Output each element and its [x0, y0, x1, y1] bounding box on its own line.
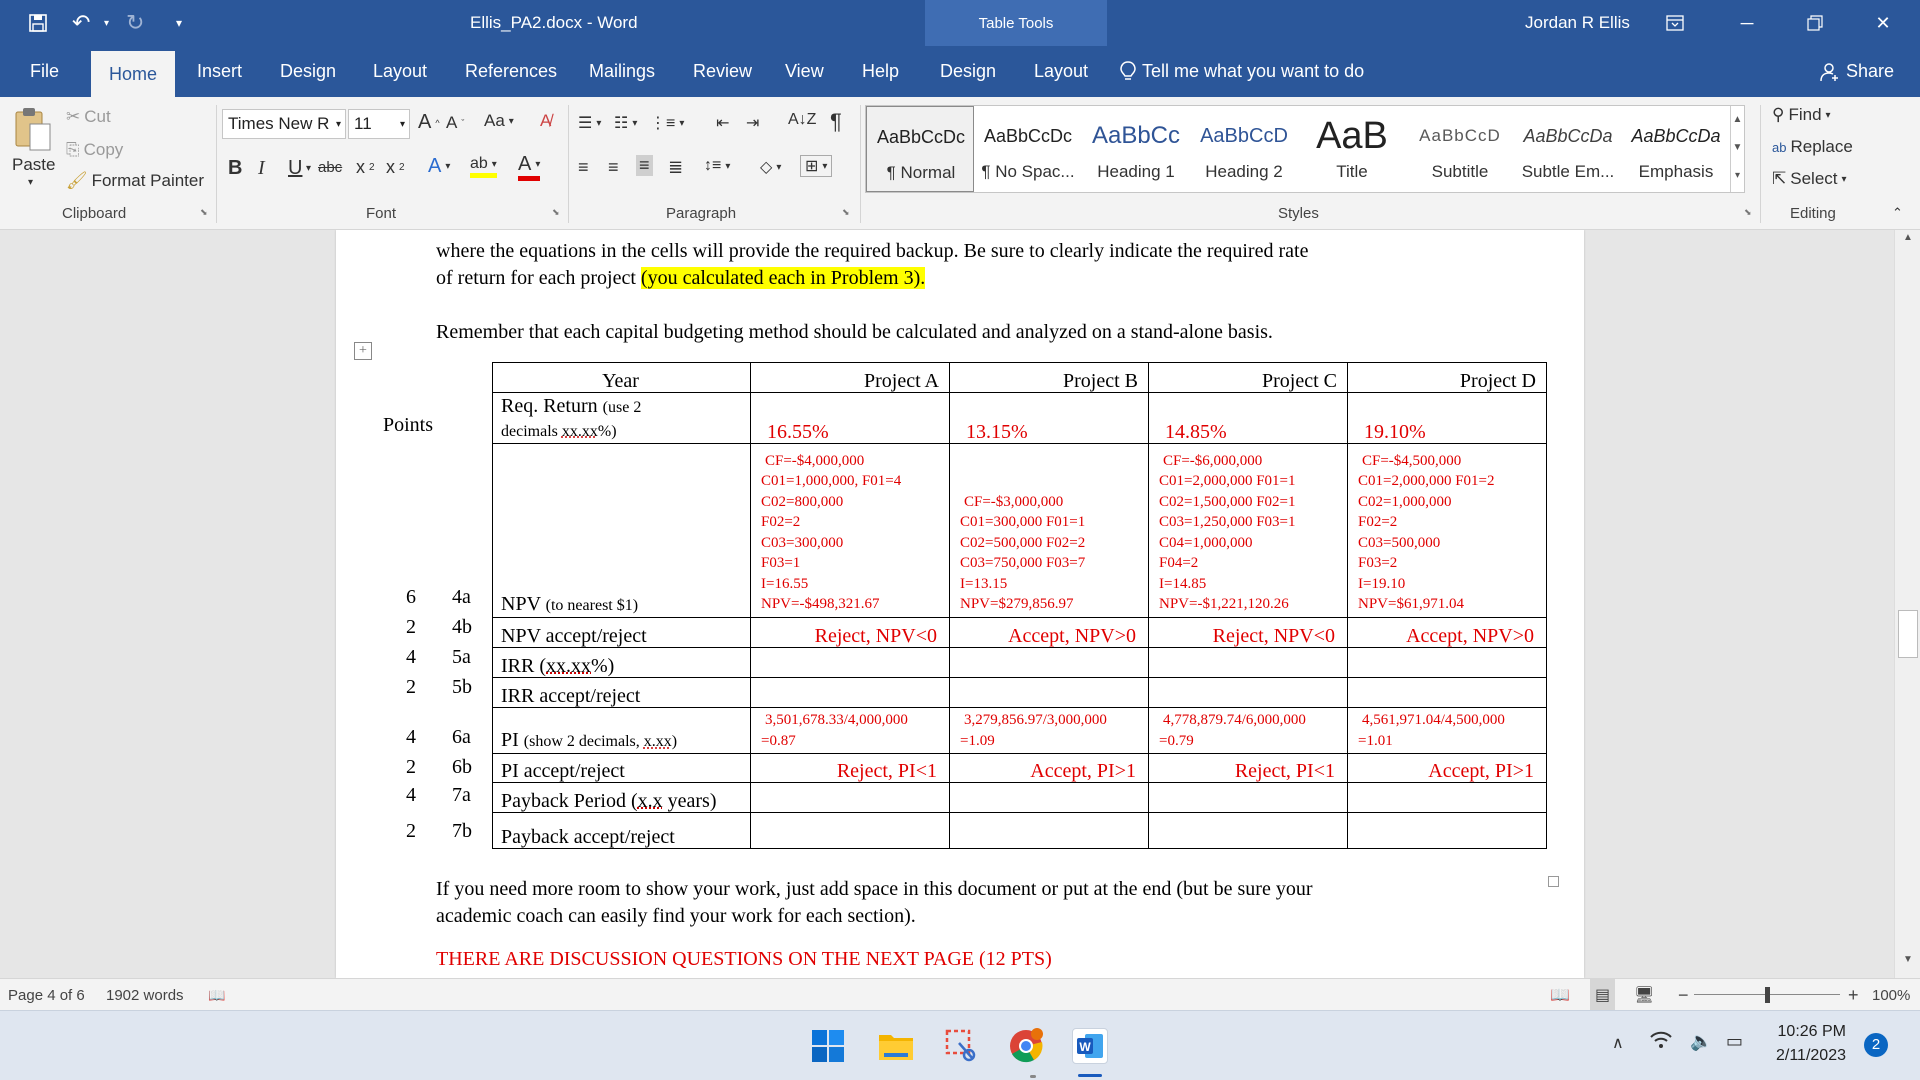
font-size-combo[interactable]: 11 ▾: [348, 109, 410, 139]
separator: [860, 105, 861, 223]
req-return-cell[interactable]: 13.15%: [950, 393, 1149, 444]
table-move-handle-icon[interactable]: +: [354, 342, 372, 360]
multilevel-list-icon[interactable]: ⋮≡ ▾: [650, 115, 685, 132]
windows-start-icon[interactable]: [810, 1028, 846, 1064]
cut-button: ✂ Cut: [66, 107, 111, 126]
row-code: 6a: [452, 726, 471, 748]
decision-cell[interactable]: Reject, PI<1: [1149, 754, 1348, 782]
align-left-icon[interactable]: ≡: [578, 157, 589, 177]
tab-file[interactable]: File: [30, 61, 60, 81]
minimize-icon[interactable]: ─: [1740, 12, 1754, 33]
npv-work-cell[interactable]: CF=-$3,000,000 C01=300,000 F01=1 C02=500,000 F02=2 C03=750,000 F03=7 I=13.15 NPV=$279,856.97: [950, 444, 1149, 617]
collapse-ribbon-icon[interactable]: ⌃: [1892, 205, 1903, 220]
table-row: [493, 444, 1547, 617]
style-sample: AaB: [1316, 120, 1388, 152]
file-explorer-icon[interactable]: [878, 1028, 914, 1064]
tell-me-text: Tell me what you want to do: [1142, 61, 1365, 81]
tab-table-layout[interactable]: Layout: [1034, 61, 1089, 81]
req-return-cell[interactable]: 14.85%: [1149, 393, 1348, 444]
sort-icon[interactable]: A↓Z: [788, 111, 817, 128]
points-header: Points: [383, 414, 434, 436]
style-title[interactable]: [1298, 106, 1406, 192]
req-return-cell[interactable]: 19.10%: [1348, 393, 1547, 444]
empty-cell[interactable]: [751, 647, 950, 677]
empty-cell[interactable]: [1149, 647, 1348, 677]
highlight-color-icon[interactable]: ab ▾: [470, 155, 497, 178]
points-value: 2: [406, 756, 416, 778]
grow-font-icon[interactable]: A ^: [418, 111, 440, 133]
row-code: 4a: [452, 586, 471, 608]
status-bar: [0, 978, 1920, 1010]
font-group-label: Font: [366, 205, 397, 222]
replace-button[interactable]: ab Replace: [1772, 137, 1853, 156]
chevron-down-icon: ▾: [335, 118, 341, 130]
scrollbar-thumb[interactable]: [1898, 610, 1918, 658]
capital-budgeting-table: [492, 362, 1547, 849]
svg-text:W: W: [1079, 1040, 1091, 1054]
share-label: Share: [1846, 61, 1895, 81]
table-row: [493, 708, 1547, 754]
redo-icon: ↻: [126, 10, 145, 35]
undo-icon[interactable]: ↶: [72, 10, 91, 35]
decision-cell[interactable]: Accept, PI>1: [950, 754, 1149, 782]
battery-icon[interactable]: ▭: [1726, 1031, 1744, 1051]
strikethrough-icon[interactable]: abc: [318, 159, 343, 176]
copy-button: ⎘ Copy: [66, 140, 124, 159]
empty-cell[interactable]: [1348, 647, 1547, 677]
empty-cell[interactable]: [950, 812, 1149, 848]
style-name: Heading 2: [1205, 162, 1283, 181]
clipboard-group-label: Clipboard: [62, 205, 127, 222]
table-row: [493, 617, 1547, 647]
scroll-down-icon[interactable]: ▼: [1903, 954, 1913, 965]
ribbon-home: [0, 97, 1920, 230]
title-bar: [0, 0, 1920, 46]
row-label-npv-accept[interactable]: NPV accept/reject: [493, 617, 751, 647]
document-area: [0, 230, 1920, 978]
empty-cell[interactable]: [950, 647, 1149, 677]
style-name: Heading 1: [1097, 162, 1175, 181]
bold-icon[interactable]: B: [228, 157, 243, 179]
decision-cell[interactable]: Reject, PI<1: [751, 754, 950, 782]
decision-cell[interactable]: Reject, NPV<0: [751, 617, 950, 647]
decision-cell[interactable]: Accept, NPV>0: [950, 617, 1149, 647]
zoom-out-icon[interactable]: −: [1678, 984, 1689, 1005]
paragraph-line: If you need more room to show your work, just add space in this document or put at the end (but be sure your: [436, 878, 1313, 900]
word-count[interactable]: 1902 words: [106, 986, 184, 1004]
empty-cell[interactable]: [1149, 677, 1348, 707]
table-row: [493, 782, 1547, 812]
ribbon-tabs: [0, 46, 1920, 97]
tab-design[interactable]: Design: [280, 61, 337, 81]
share-button[interactable]: [1820, 46, 1894, 97]
tab-home[interactable]: Home: [91, 51, 175, 97]
clear-formatting-icon[interactable]: A̸: [540, 111, 552, 130]
tab-mailings[interactable]: Mailings: [589, 61, 656, 81]
row-code: 5a: [452, 646, 471, 668]
line-spacing-icon[interactable]: ↕≡ ▾: [704, 157, 731, 174]
clock-time[interactable]: 10:26 PM: [1777, 1023, 1846, 1040]
snipping-tool-icon[interactable]: [944, 1028, 980, 1064]
points-value: 2: [406, 616, 416, 638]
style-name: Emphasis: [1638, 162, 1714, 181]
row-code: 4b: [452, 616, 472, 638]
points-value: 4: [406, 646, 416, 668]
style-sample: AaBbCcD: [1419, 126, 1501, 145]
scroll-up-icon[interactable]: ▲: [1903, 232, 1913, 243]
web-layout-icon[interactable]: 🖥: [1634, 987, 1655, 1004]
text-effects-icon[interactable]: A ▾: [428, 155, 451, 177]
editing-group-label: Editing: [1790, 205, 1836, 222]
tab-references[interactable]: References: [465, 61, 558, 81]
points-value: 4: [406, 784, 416, 806]
row-label-pi-accept[interactable]: PI accept/reject: [493, 754, 751, 782]
zoom-slider-thumb[interactable]: [1765, 987, 1770, 1003]
font-color-icon[interactable]: A ▾: [518, 153, 540, 181]
paragraph-line: Remember that each capital budgeting method should be calculated and analyzed on a stand-alone basis.: [436, 321, 1273, 343]
numbering-icon[interactable]: ☷ ▾: [614, 115, 638, 132]
decision-cell[interactable]: Accept, NPV>0: [1348, 617, 1547, 647]
decrease-indent-icon[interactable]: ⇤: [716, 115, 730, 132]
style-normal[interactable]: [866, 106, 974, 192]
req-return-cell[interactable]: 16.55%: [751, 393, 950, 444]
style-sample: AaBbCcDc: [983, 125, 1073, 146]
row-code: 6b: [452, 756, 472, 778]
empty-cell[interactable]: [751, 812, 950, 848]
customize-qat-icon[interactable]: ▾: [176, 16, 183, 30]
style-heading-2[interactable]: [1190, 106, 1298, 192]
header-project-d[interactable]: Project D: [1348, 363, 1547, 393]
zoom-level[interactable]: 100%: [1872, 986, 1911, 1004]
npv-work-cell[interactable]: CF=-$4,000,000 C01=1,000,000, F01=4 C02=800,000 F02=2 C03=300,000 F03=1 I=16.55 NPV=-$498,321.67: [751, 444, 950, 617]
align-right-icon[interactable]: ≡: [636, 155, 653, 176]
header-year[interactable]: Year: [493, 363, 751, 393]
select-button[interactable]: ⇱ Select ▾: [1772, 169, 1847, 188]
table-row: [493, 363, 1547, 393]
empty-cell[interactable]: [751, 677, 950, 707]
close-icon[interactable]: ✕: [1875, 12, 1891, 33]
points-value: 2: [406, 820, 416, 842]
font-name-combo[interactable]: Times New R ▾: [222, 109, 346, 139]
style-sample: AaBbCcDa: [1631, 125, 1721, 146]
clock-date[interactable]: 2/11/2023: [1776, 1047, 1846, 1064]
empty-cell[interactable]: [751, 782, 950, 812]
decision-cell[interactable]: Accept, PI>1: [1348, 754, 1547, 782]
separator: [568, 105, 569, 223]
increase-indent-icon[interactable]: ⇥: [746, 115, 760, 132]
table-tools-label: Table Tools: [978, 14, 1054, 32]
empty-cell[interactable]: [950, 782, 1149, 812]
style-subtle-emphasis[interactable]: [1514, 106, 1622, 192]
row-label-payback-accept[interactable]: Payback accept/reject: [493, 812, 751, 848]
taskbar: [0, 1010, 1920, 1080]
paste-button[interactable]: Paste: [12, 155, 56, 174]
underline-icon[interactable]: U: [288, 157, 303, 179]
style-heading-1[interactable]: [1082, 106, 1190, 192]
style-sample: AaBbCcDa: [1523, 125, 1613, 146]
paragraph-group-label: Paragraph: [666, 205, 737, 222]
tab-view[interactable]: View: [785, 61, 824, 81]
user-name[interactable]: Jordan R Ellis: [1525, 13, 1630, 32]
document-page[interactable]: [336, 230, 1584, 978]
window-title: Ellis_PA2.docx - Word: [470, 13, 638, 32]
show-formatting-marks-icon[interactable]: ¶: [830, 109, 842, 134]
print-layout-icon[interactable]: ▤: [1590, 979, 1615, 1011]
lightbulb-icon: [1120, 61, 1136, 83]
ribbon-display-options-icon[interactable]: [1652, 0, 1698, 46]
styles-launcher-icon[interactable]: ⬊: [1744, 207, 1752, 217]
row-code: 5b: [452, 676, 472, 698]
borders-icon[interactable]: ⊞ ▾: [800, 155, 832, 177]
tab-layout[interactable]: Layout: [373, 61, 428, 81]
table-row: [493, 754, 1547, 782]
points-value: 6: [406, 586, 416, 608]
row-label-payback[interactable]: Payback Period (x.x years): [493, 782, 751, 812]
table-row: [493, 677, 1547, 707]
subscript-icon[interactable]: x 2: [356, 157, 375, 177]
style-no-spacing[interactable]: [974, 106, 1082, 192]
search-icon: ⚲: [1772, 105, 1785, 124]
save-icon[interactable]: [28, 0, 48, 46]
bullets-icon[interactable]: ☰ ▾: [578, 115, 602, 132]
find-button[interactable]: ⚲ Find ▾: [1772, 105, 1831, 124]
points-value: 2: [406, 676, 416, 698]
wifi-icon[interactable]: [1650, 1031, 1672, 1054]
separator: [1760, 105, 1761, 223]
chrome-icon[interactable]: [1008, 1028, 1044, 1064]
paste-icon[interactable]: [12, 105, 56, 153]
style-sample: AaBbCc: [1091, 122, 1181, 149]
paragraph-launcher-icon[interactable]: ⬊: [842, 207, 850, 217]
header-project-c[interactable]: Project C: [1149, 363, 1348, 393]
page-count[interactable]: Page 4 of 6: [8, 986, 85, 1004]
discussion-notice: THERE ARE DISCUSSION QUESTIONS ON THE NEXT PAGE (12 PTS): [436, 948, 1052, 970]
underline-dropdown-icon[interactable]: ▾: [306, 163, 312, 174]
paragraph-line: of return for each project (you calculated each in Problem 3).: [436, 267, 926, 289]
styles-scroll-icon[interactable]: ▲ ▼ ▾: [1730, 106, 1744, 192]
scissors-icon: ✂: [66, 107, 81, 126]
row-label-pi[interactable]: PI (show 2 decimals, x.xx): [493, 708, 751, 754]
table-row: [493, 812, 1547, 848]
table-row: [493, 393, 1547, 444]
read-mode-icon[interactable]: 📖: [1550, 987, 1570, 1004]
row-label-npv[interactable]: NPV (to nearest $1): [493, 444, 751, 617]
style-name: ¶ No Spac...: [981, 162, 1075, 181]
style-subtitle[interactable]: [1406, 106, 1514, 192]
tab-table-design[interactable]: Design: [940, 61, 997, 81]
paragraph-line: academic coach can easily find your work for each section).: [436, 905, 916, 927]
empty-cell[interactable]: [1348, 782, 1547, 812]
empty-cell[interactable]: [950, 677, 1149, 707]
zoom-slider[interactable]: [1694, 979, 1840, 1011]
row-label-irr-accept[interactable]: IRR accept/reject: [493, 677, 751, 707]
tell-me-search[interactable]: [1120, 46, 1364, 97]
active-app-indicator: [1078, 1074, 1102, 1077]
proofing-icon[interactable]: 📖: [208, 986, 226, 1003]
pi-work-cell[interactable]: 3,501,678.33/4,000,000 =0.87: [751, 708, 950, 754]
volume-icon[interactable]: 🔈: [1690, 1031, 1713, 1051]
empty-cell[interactable]: [1348, 677, 1547, 707]
font-launcher-icon[interactable]: ⬊: [552, 207, 560, 217]
pi-work-cell[interactable]: 3,279,856.97/3,000,000 =1.09: [950, 708, 1149, 754]
align-center-icon[interactable]: ≡: [608, 157, 619, 177]
header-project-b[interactable]: Project B: [950, 363, 1149, 393]
paintbrush-icon: 🖌: [66, 171, 88, 190]
notification-badge[interactable]: 2: [1864, 1033, 1888, 1057]
row-code: 7a: [452, 784, 471, 806]
undo-dropdown-icon[interactable]: ▾: [104, 17, 110, 29]
tab-help[interactable]: Help: [862, 61, 900, 81]
separator: [216, 105, 217, 223]
style-sample: AaBbCcD: [1200, 124, 1288, 147]
tab-insert[interactable]: Insert: [197, 61, 243, 81]
chevron-down-icon: ▾: [399, 118, 405, 130]
superscript-icon[interactable]: x 2: [386, 157, 405, 177]
table-row: [493, 647, 1547, 677]
styles-group-label: Styles: [1278, 205, 1319, 222]
empty-cell[interactable]: [1149, 812, 1348, 848]
paste-dropdown-icon[interactable]: ▾: [28, 177, 34, 188]
zoom-in-icon[interactable]: +: [1848, 984, 1859, 1005]
style-name: Title: [1336, 162, 1368, 181]
restore-icon[interactable]: [1792, 0, 1838, 46]
style-emphasis[interactable]: [1622, 106, 1730, 192]
style-name: Subtitle: [1431, 162, 1489, 181]
clipboard-launcher-icon[interactable]: ⬊: [200, 207, 208, 217]
pi-work-cell[interactable]: 4,778,879.74/6,000,000 =0.79: [1149, 708, 1348, 754]
style-sample: AaBbCcDc: [876, 126, 966, 147]
show-hidden-icons[interactable]: ∧: [1612, 1035, 1624, 1052]
shading-icon[interactable]: ◇ ▾: [760, 159, 782, 176]
styles-gallery: [865, 105, 1745, 193]
highlighted-text: (you calculated each in Problem 3).: [640, 267, 926, 289]
style-name: Subtle Em...: [1521, 162, 1615, 181]
cursor-icon: ⇱: [1772, 169, 1787, 188]
table-resize-handle[interactable]: [1548, 876, 1559, 887]
replace-icon: ab: [1772, 139, 1787, 155]
share-person-icon: [1820, 62, 1840, 82]
row-code: 7b: [452, 820, 472, 842]
empty-cell[interactable]: [1348, 812, 1547, 848]
word-app-icon[interactable]: [1072, 1028, 1108, 1064]
npv-work-cell[interactable]: CF=-$6,000,000 C01=2,000,000 F01=1 C02=1,500,000 F02=1 C03=1,250,000 F03=1 C04=1,000,000 F04=2 I=14.85 NPV=-$1,221,120.26: [1149, 444, 1348, 617]
paragraph-line: where the equations in the cells will provide the required backup. Be sure to clearly indicate the required rate: [436, 240, 1309, 262]
change-case-button[interactable]: Aa ▾: [484, 111, 514, 130]
format-painter-button[interactable]: 🖌 Format Painter: [66, 171, 205, 190]
empty-cell[interactable]: [1149, 782, 1348, 812]
pi-work-cell[interactable]: 4,561,971.04/4,500,000 =1.01: [1348, 708, 1547, 754]
req-return-label[interactable]: Req. Return (use 2 decimals xx.xx%): [493, 393, 751, 444]
style-name: ¶ Normal: [886, 163, 956, 182]
tab-review[interactable]: Review: [693, 61, 753, 81]
npv-work-cell[interactable]: CF=-$4,500,000 C01=2,000,000 F01=2 C02=1,000,000 F02=2 C03=500,000 F03=2 I=19.10 NPV=$61,971.04: [1348, 444, 1547, 617]
copy-icon: ⎘: [66, 140, 80, 159]
running-app-indicator: [1030, 1075, 1036, 1078]
row-label-irr[interactable]: IRR (xx.xx%): [493, 647, 751, 677]
header-project-a[interactable]: Project A: [751, 363, 950, 393]
shrink-font-icon[interactable]: A ˇ: [446, 113, 465, 132]
decision-cell[interactable]: Reject, NPV<0: [1149, 617, 1348, 647]
points-value: 4: [406, 726, 416, 748]
vertical-scrollbar[interactable]: [1894, 230, 1920, 978]
justify-icon[interactable]: ≣: [668, 157, 684, 177]
italic-icon[interactable]: I: [258, 157, 265, 179]
